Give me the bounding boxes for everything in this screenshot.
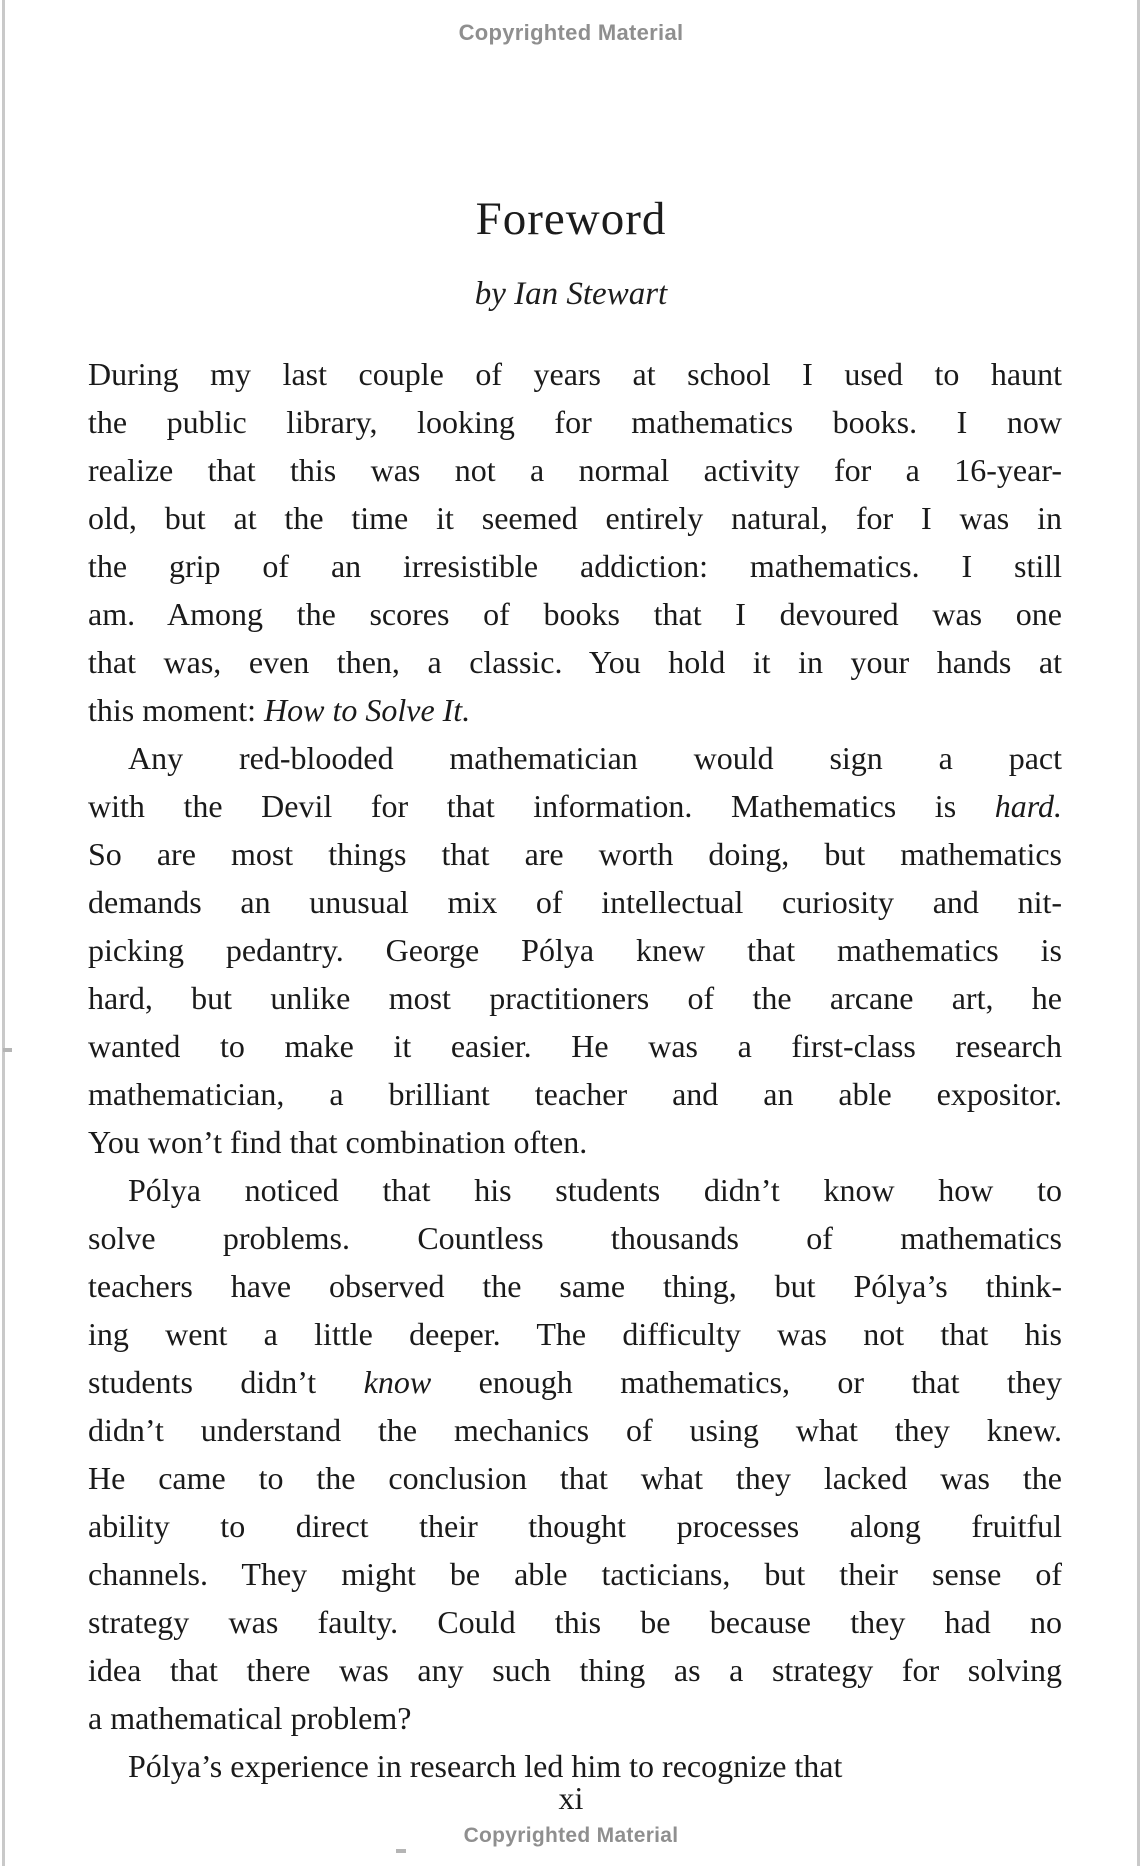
body-line [88, 782, 1062, 830]
text-run: the grip of an irresistible addiction: mathematics. I still [88, 548, 1062, 584]
body-line [88, 974, 1062, 1022]
text-run: am. Among the scores of books that I devoured was one [88, 596, 1062, 632]
body-line [88, 542, 1062, 590]
text-run: hard, but unlike most practitioners of the arcane art, he [88, 980, 1062, 1016]
body-line [88, 1310, 1062, 1358]
text-run: ing went a little deeper. The difficulty was not that his [88, 1316, 1062, 1352]
text-run: that was, even then, a classic. You hold it in your hands at [88, 644, 1062, 680]
body-line [88, 1262, 1062, 1310]
chapter-title: Foreword [475, 193, 667, 245]
body-line [88, 1598, 1062, 1646]
text-run: with the Devil for that information. Mathematics is [88, 788, 995, 824]
text-run: mathematician, a brilliant teacher and an able expositor. [88, 1076, 1062, 1112]
text-run: the public library, looking for mathematics books. I now [88, 404, 1062, 440]
text-run: didn’t understand the mechanics of using what they knew. [88, 1412, 1062, 1448]
scan-artifact [396, 1849, 406, 1853]
copyright-banner-top: Copyrighted Material [458, 20, 684, 45]
text-run: Pólya’s experience in research led him to recognize that [128, 1748, 843, 1784]
text-run: Any red-blooded mathematician would sign a pact [128, 740, 1062, 776]
text-run: wanted to make it easier. He was a first-class research [88, 1028, 1062, 1064]
italic-text-run: How to Solve It. [264, 692, 471, 728]
body-line [88, 830, 1062, 878]
italic-text-run: know [363, 1364, 432, 1400]
body-text [88, 350, 1062, 1790]
text-run: idea that there was any such thing as a strategy for solving [88, 1652, 1062, 1688]
body-line [88, 1406, 1062, 1454]
body-line [88, 1502, 1062, 1550]
text-run: ability to direct their thought processes along fruitful [88, 1508, 1062, 1544]
body-line [88, 638, 1062, 686]
text-run: demands an unusual mix of intellectual curiosity and nit- [88, 884, 1062, 920]
body-line [88, 1550, 1062, 1598]
body-line [88, 1646, 1062, 1694]
body-line [88, 1070, 1062, 1118]
body-line [88, 398, 1062, 446]
text-run: He came to the conclusion that what they lacked was the [88, 1460, 1062, 1496]
text-run: solve problems. Countless thousands of mathematics [88, 1220, 1062, 1256]
text-run: old, but at the time it seemed entirely natural, for I was in [88, 500, 1062, 536]
body-line [88, 1022, 1062, 1070]
text-run: channels. They might be able tacticians, but their sense of [88, 1556, 1062, 1592]
page-number: xi [558, 1780, 584, 1816]
body-line [88, 1118, 1062, 1166]
body-line [88, 686, 1062, 734]
body-line [88, 590, 1062, 638]
italic-text-run: hard. [994, 788, 1062, 824]
text-run: You won’t find that combination often. [88, 1124, 588, 1160]
body-line [88, 446, 1062, 494]
body-line [88, 1694, 1062, 1742]
body-line [88, 1358, 1062, 1406]
text-run: students didn’t [88, 1364, 364, 1400]
text-run: Pólya noticed that his students didn’t know how to [128, 1172, 1062, 1208]
text-run: So are most things that are worth doing, but mathematics [88, 836, 1062, 872]
body-line [88, 1214, 1062, 1262]
author-byline: by Ian Stewart [474, 276, 668, 312]
text-run: picking pedantry. George Pólya knew that mathematics is [88, 932, 1062, 968]
body-line [88, 734, 1062, 782]
text-run: strategy was faulty. Could this be because they had no [88, 1604, 1062, 1640]
body-line [88, 1454, 1062, 1502]
scan-artifact [3, 1048, 12, 1052]
text-run: teachers have observed the same thing, but Pólya’s think- [88, 1268, 1062, 1304]
body-line [88, 878, 1062, 926]
body-line [88, 1166, 1062, 1214]
text-run: a mathematical problem? [88, 1700, 412, 1736]
text-run: this moment: [88, 692, 264, 728]
body-line [88, 350, 1062, 398]
copyright-banner-bottom: Copyrighted Material [463, 1824, 679, 1847]
text-run: enough mathematics, or that they [431, 1364, 1062, 1400]
body-line [88, 926, 1062, 974]
text-run: During my last couple of years at school I used to haunt [88, 356, 1062, 392]
body-line [88, 494, 1062, 542]
text-run: realize that this was not a normal activity for a 16-year- [88, 452, 1062, 488]
